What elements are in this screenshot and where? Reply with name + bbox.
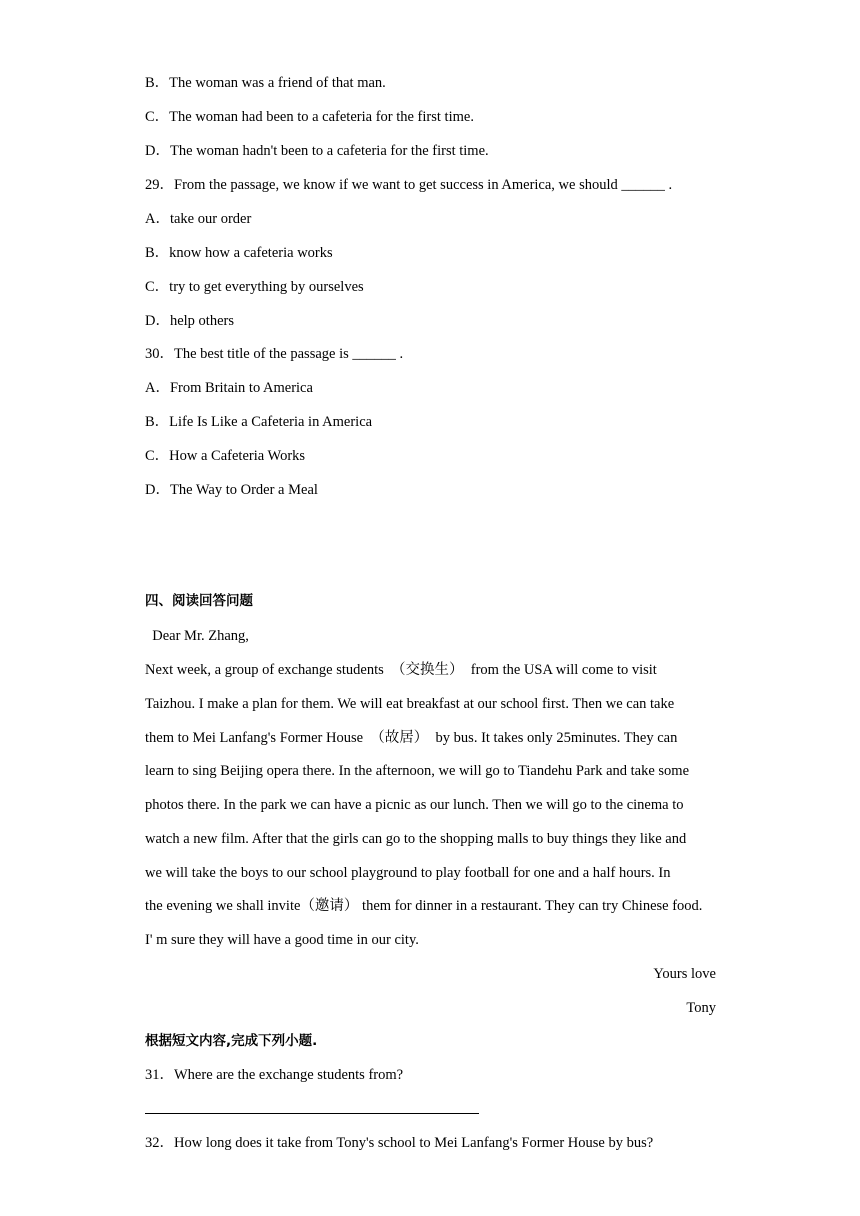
q32-stem: 32．How long does it take from Tony's school to Mei Lanfang's Former House by bus? xyxy=(145,1135,654,1151)
q29-option-d: D．help others xyxy=(145,313,234,329)
instruction: 根据短文内容,完成下列小题. xyxy=(145,1033,318,1049)
q30-option-d: D．The Way to Order a Meal xyxy=(145,482,318,498)
letter-line: photos there. In the park we can have a picnic as our lunch. Then we will go to the cinema to xyxy=(145,797,684,813)
q31-stem: 31．Where are the exchange students from? xyxy=(145,1067,404,1083)
letter-line: them to Mei Lanfang's Former House （故居） by bus. It takes only 25minutes. They can xyxy=(145,730,678,746)
letter-line: the evening we shall invite（邀请） them for dinner in a restaurant. They can try Chinese food. xyxy=(145,898,703,914)
letter-line: I' m sure they will have a good time in our city. xyxy=(145,932,419,948)
q29-stem: 29．From the passage, we know if we want to get success in America, we should ______ . xyxy=(145,177,673,193)
letter-salutation: Dear Mr. Zhang, xyxy=(145,628,249,644)
letter-line: learn to sing Beijing opera there. In the afternoon, we will go to Tiandehu Park and take some xyxy=(145,763,690,779)
q28-option-c: C．The woman had been to a cafeteria for the first time. xyxy=(145,109,474,125)
letter-line: we will take the boys to our school playground to play football for one and a half hours. In xyxy=(145,865,671,881)
letter-line: watch a new film. After that the girls can go to the shopping malls to buy things they like and xyxy=(145,831,687,847)
q29-option-a: A．take our order xyxy=(145,211,252,227)
q30-option-b: B．Life Is Like a Cafeteria in America xyxy=(145,414,373,430)
letter-line: Taizhou. I make a plan for them. We will eat breakfast at our school first. Then we can take xyxy=(145,696,675,712)
answer-line xyxy=(145,1113,479,1114)
letter-signature: Tony xyxy=(686,1000,716,1016)
q30-option-a: A．From Britain to America xyxy=(145,380,313,396)
letter-line: Next week, a group of exchange students （交换生） from the USA will come to visit xyxy=(145,662,657,678)
q29-option-b: B．know how a cafeteria works xyxy=(145,245,333,261)
q30-stem: 30．The best title of the passage is ______ . xyxy=(145,346,404,362)
q28-option-b: B．The woman was a friend of that man. xyxy=(145,75,386,91)
q30-option-c: C．How a Cafeteria Works xyxy=(145,448,306,464)
q28-option-d: D．The woman hadn't been to a cafeteria for the first time. xyxy=(145,143,489,159)
letter-closing: Yours love xyxy=(653,966,716,982)
section-heading: 四、阅读回答问题 xyxy=(145,593,253,609)
q29-option-c: C．try to get everything by ourselves xyxy=(145,279,364,295)
